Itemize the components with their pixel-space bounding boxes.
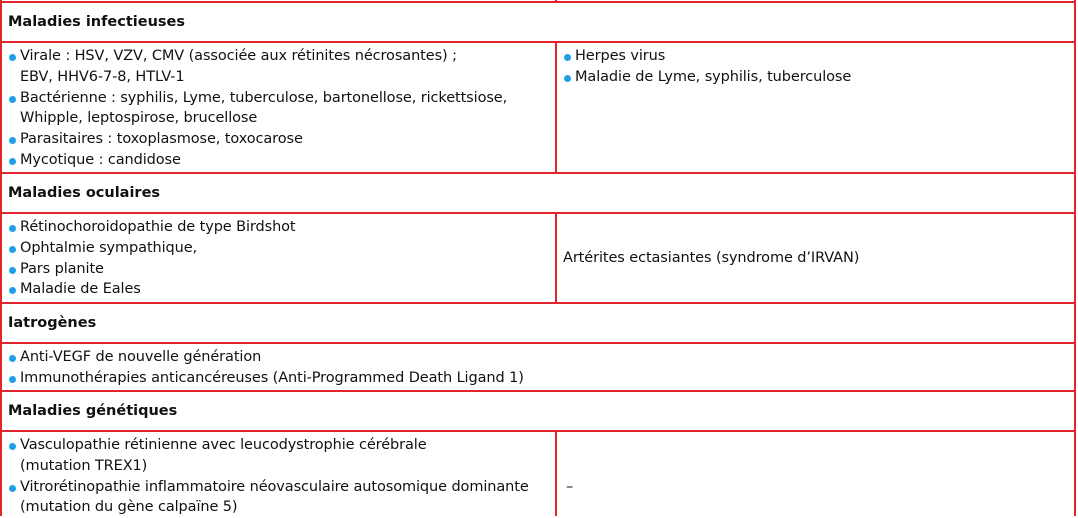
- list-item: Maladie de Eales: [8, 279, 553, 300]
- bullet-icon: [564, 75, 571, 82]
- list-item: Parasitaires : toxoplasmose, toxocarose: [8, 129, 553, 150]
- section-heading-infectious: Maladies infectieuses: [8, 14, 186, 30]
- bullet-icon: [564, 54, 571, 61]
- bullet-icon: [9, 96, 16, 103]
- genetic-right-cell: –: [566, 479, 574, 495]
- list-item: Virale : HSV, VZV, CMV (associée aux rétinites nécrosantes) ;: [8, 46, 553, 67]
- list-item-continuation: (mutation TREX1): [20, 457, 148, 474]
- bullet-icon: [9, 54, 16, 61]
- bullet-icon: [9, 137, 16, 144]
- list-item-continuation: (mutation du gène calpaïne 5): [20, 499, 238, 516]
- row-divider: [0, 430, 1076, 432]
- list-item-continuation: EBV, HHV6-7-8, HTLV-1: [20, 68, 185, 85]
- row-divider: [0, 172, 1076, 174]
- list-item: Maladie de Lyme, syphilis, tuberculose: [563, 67, 1068, 88]
- list-item: Mycotique : candidose: [8, 150, 553, 171]
- bullet-icon: [9, 225, 16, 232]
- bullet-icon: [9, 485, 16, 492]
- section-heading-ocular: Maladies oculaires: [8, 185, 161, 201]
- iatrogenic-cell: [8, 347, 1068, 389]
- row-divider: [0, 390, 1076, 392]
- infectious-left-cell: [8, 46, 553, 171]
- row-divider: [0, 302, 1076, 304]
- bullet-icon: [9, 443, 16, 450]
- table-right-border: [1074, 0, 1076, 516]
- bullet-icon: [9, 287, 16, 294]
- column-divider: [555, 430, 557, 516]
- genetic-left-cell: [8, 435, 553, 518]
- infectious-right-cell: [563, 46, 1068, 88]
- row-divider: [0, 342, 1076, 344]
- list-item: Bactérienne : syphilis, Lyme, tuberculose, bartonellose, rickettsiose,: [8, 88, 553, 109]
- section-heading-genetic: Maladies génétiques: [8, 403, 178, 419]
- list-item: Herpes virus: [563, 46, 1068, 67]
- bullet-icon: [9, 376, 16, 383]
- column-divider: [555, 212, 557, 304]
- bullet-icon: [9, 267, 16, 274]
- list-item: Vasculopathie rétinienne avec leucodystrophie cérébrale: [8, 435, 553, 456]
- column-divider: [555, 0, 557, 3]
- list-item: Immunothérapies anticancéreuses (Anti-Programmed Death Ligand 1): [8, 368, 1068, 389]
- list-item: Vitrorétinopathie inflammatoire néovasculaire autosomique dominante: [8, 477, 553, 498]
- list-item: Anti-VEGF de nouvelle génération: [8, 347, 1068, 368]
- bullet-icon: [9, 158, 16, 165]
- bullet-icon: [9, 246, 16, 253]
- ocular-right-cell: Artérites ectasiantes (syndrome d’IRVAN): [563, 250, 860, 266]
- table-left-border: [0, 0, 2, 516]
- section-heading-iatrogenic: Iatrogènes: [8, 315, 97, 331]
- ocular-left-cell: [8, 217, 553, 300]
- row-divider: [0, 41, 1076, 43]
- column-divider: [555, 41, 557, 174]
- bullet-icon: [9, 355, 16, 362]
- row-divider: [0, 212, 1076, 214]
- list-item-continuation: Whipple, leptospirose, brucellose: [20, 110, 258, 127]
- row-divider: [0, 1, 1076, 3]
- list-item: Ophtalmie sympathique,: [8, 238, 553, 259]
- list-item: Rétinochoroidopathie de type Birdshot: [8, 217, 553, 238]
- list-item: Pars planite: [8, 259, 553, 280]
